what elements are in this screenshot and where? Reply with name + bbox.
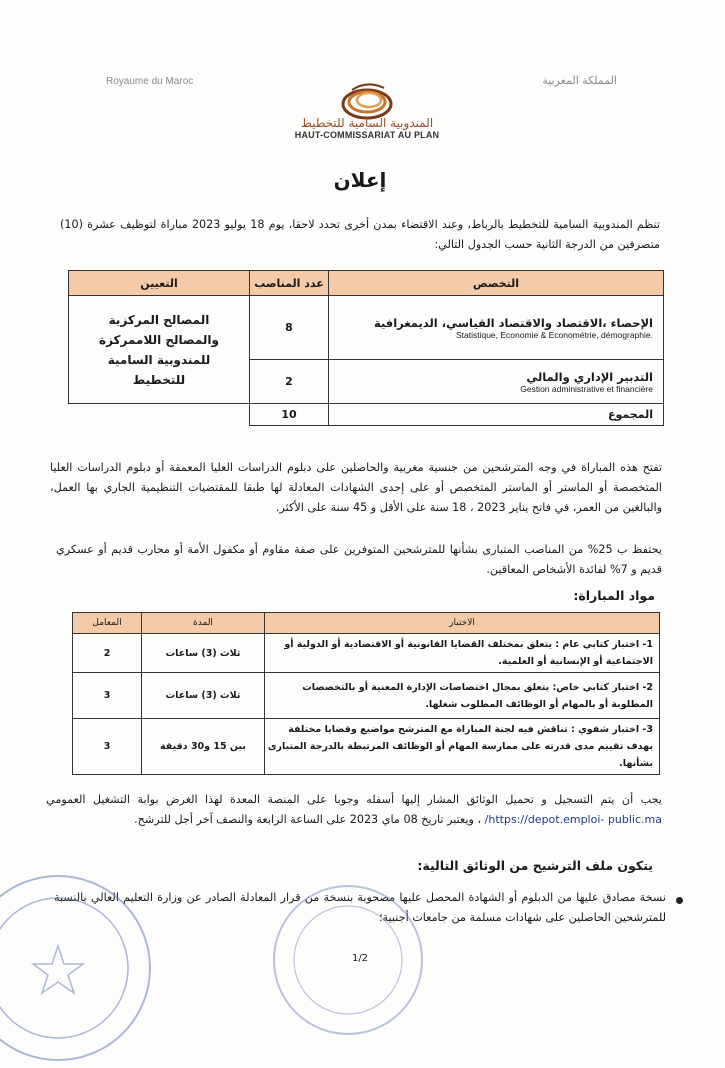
quota-paragraph: يحتفظ ب 25% من المناصب المتبارى بشأنها للمترشحين المتوفرين على صفة مقاوم أو مكفول الأمة أو محارب قديم أو عسكري قديم و 7% لفائدة الأشخاص المعاقين. [56,543,662,576]
duration-cell: بين 15 و30 دقيقة [142,719,265,775]
table-row [73,673,660,719]
count-cell: 2 [250,360,329,404]
test-cell: 3- اختبار شفوي : تناقش فيه لجنة المباراة مع المترشح مواضيع وقضايا مختلفة بهدف تقييم مدى قدرته على ممارسة المهام أو الوظائف المرتبطة بالدرجة المتبارى بشأنها. [265,719,660,775]
specialty-fr: Statistique, Economie & Econométrie, démographie. [455,329,653,340]
official-stamp-icon [0,868,158,1068]
deadline-text: ، ويعتبر تاريخ 08 ماي 2023 على الساعة الرابعة والنصف آخر أجل للترشح. [134,813,482,826]
specialty-cell [329,296,664,360]
table-row [73,634,660,673]
bullet-icon [676,897,683,904]
test-cell: 2- اختبار كتابي خاص: يتعلق بمجال اختصاصات الإدارة المعنية أو بالتخصصات المطلوبة أو بالمهام أو الوظائف المطلوب شغلها. [265,673,660,719]
table-row [69,296,664,360]
coef-cell: 2 [73,634,142,673]
duration-cell: ثلاث (3) ساعات [142,634,265,673]
table-row [73,719,660,775]
total-row [69,404,664,426]
empty-cell [69,404,250,426]
total-value: 10 [250,404,329,426]
assignment-cell: المصالح المركزية والمصالح اللاممركزة للمندوبية السامية للتخطيط [69,296,250,404]
header-test: الاختبار [265,613,660,634]
org-name-fr: HAUT-COMMISSARIAT AU PLAN [294,130,440,140]
header-duration: المدة [142,613,265,634]
intro-paragraph: تنظم المندوبية السامية للتخطيط بالرباط، وعند الاقتضاء بمدن أخرى تحدد لاحقا، يوم 18 يوليو 2023 مباراة لتوظيف عشرة (10) متصرفين من الدرجة الثانية حسب الجدول التالي: [60,218,660,251]
document-item: نسخة مصادق عليها من الدبلوم أو الشهادة المحصل عليها مصحوبة بنسخة من قرار المعادلة الصادر عن وزارة التعليم العالي بالنسبة للمترشحين الحاصلين على شهادات مسلمة من جامعات أجنبية؛ [54,891,666,924]
specialty-ar: التدبير الإداري والمالي [526,369,653,384]
duration-cell: ثلاث (3) ساعات [142,673,265,719]
total-label: المجموع [329,404,664,426]
test-cell: 1- اختبار كتابي عام : يتعلق بمختلف القضايا القانونية أو الاقتصادية أو الدولية أو الاجتماعية أو الإنسانية أو العلمية. [265,634,660,673]
page-number: 1/2 [351,953,369,964]
registration-text: يجب أن يتم التسجيل و تحميل الوثائق المشار إليها أسفله وجوبا على المنصة المعدة لهذا الغرض بوابة التشغيل العمومي [46,793,662,806]
country-name-ar: المملكة المغربية [542,74,617,87]
posts-table [68,270,664,426]
header-specialty: التخصص [329,271,664,296]
header-count: عدد المناصب [250,271,329,296]
specialty-cell [329,360,664,404]
portal-link-part1[interactable]: https://depot.emploi- [488,813,605,826]
header-coef: المعامل [73,613,142,634]
country-name-fr: Royaume du Maroc [106,76,194,87]
org-name-ar: المندوبية السامية للتخطيط [300,116,434,130]
portal-link-part2[interactable]: public.ma/ [484,813,662,826]
coef-cell: 3 [73,673,142,719]
exams-heading: مواد المباراة: [573,588,655,603]
exams-table [72,612,660,775]
specialty-ar: الإحصاء ،الاقتصاد والاقتصاد القياسي، الديمغرافية [374,315,653,330]
registration-paragraph [46,790,662,830]
count-cell: 8 [250,296,329,360]
header-assignment: التعيين [69,271,250,296]
coef-cell: 3 [73,719,142,775]
specialty-fr: Gestion administrative et financière [520,383,653,394]
documents-heading: يتكون ملف الترشيح من الوثائق التالية: [417,858,653,873]
eligibility-paragraph: تفتح هذه المباراة في وجه المترشحين من جنسية مغربية والحاصلين على دبلوم الدراسات العليا المعمقة أو دبلوم الدراسات العليا المتخصصة أو الماستر أو الماستر المتخصص أو على إحدى الشهادات المعادلة لها طبقا للمقتضيات التنظيمية الجاري بها العمل، والبالغين من العمر، في فاتح يناير 2023 ، 18 سنة على الأقل و 45 سنة على الأكثر. [50,461,662,514]
page-title: إعلان [333,168,387,192]
